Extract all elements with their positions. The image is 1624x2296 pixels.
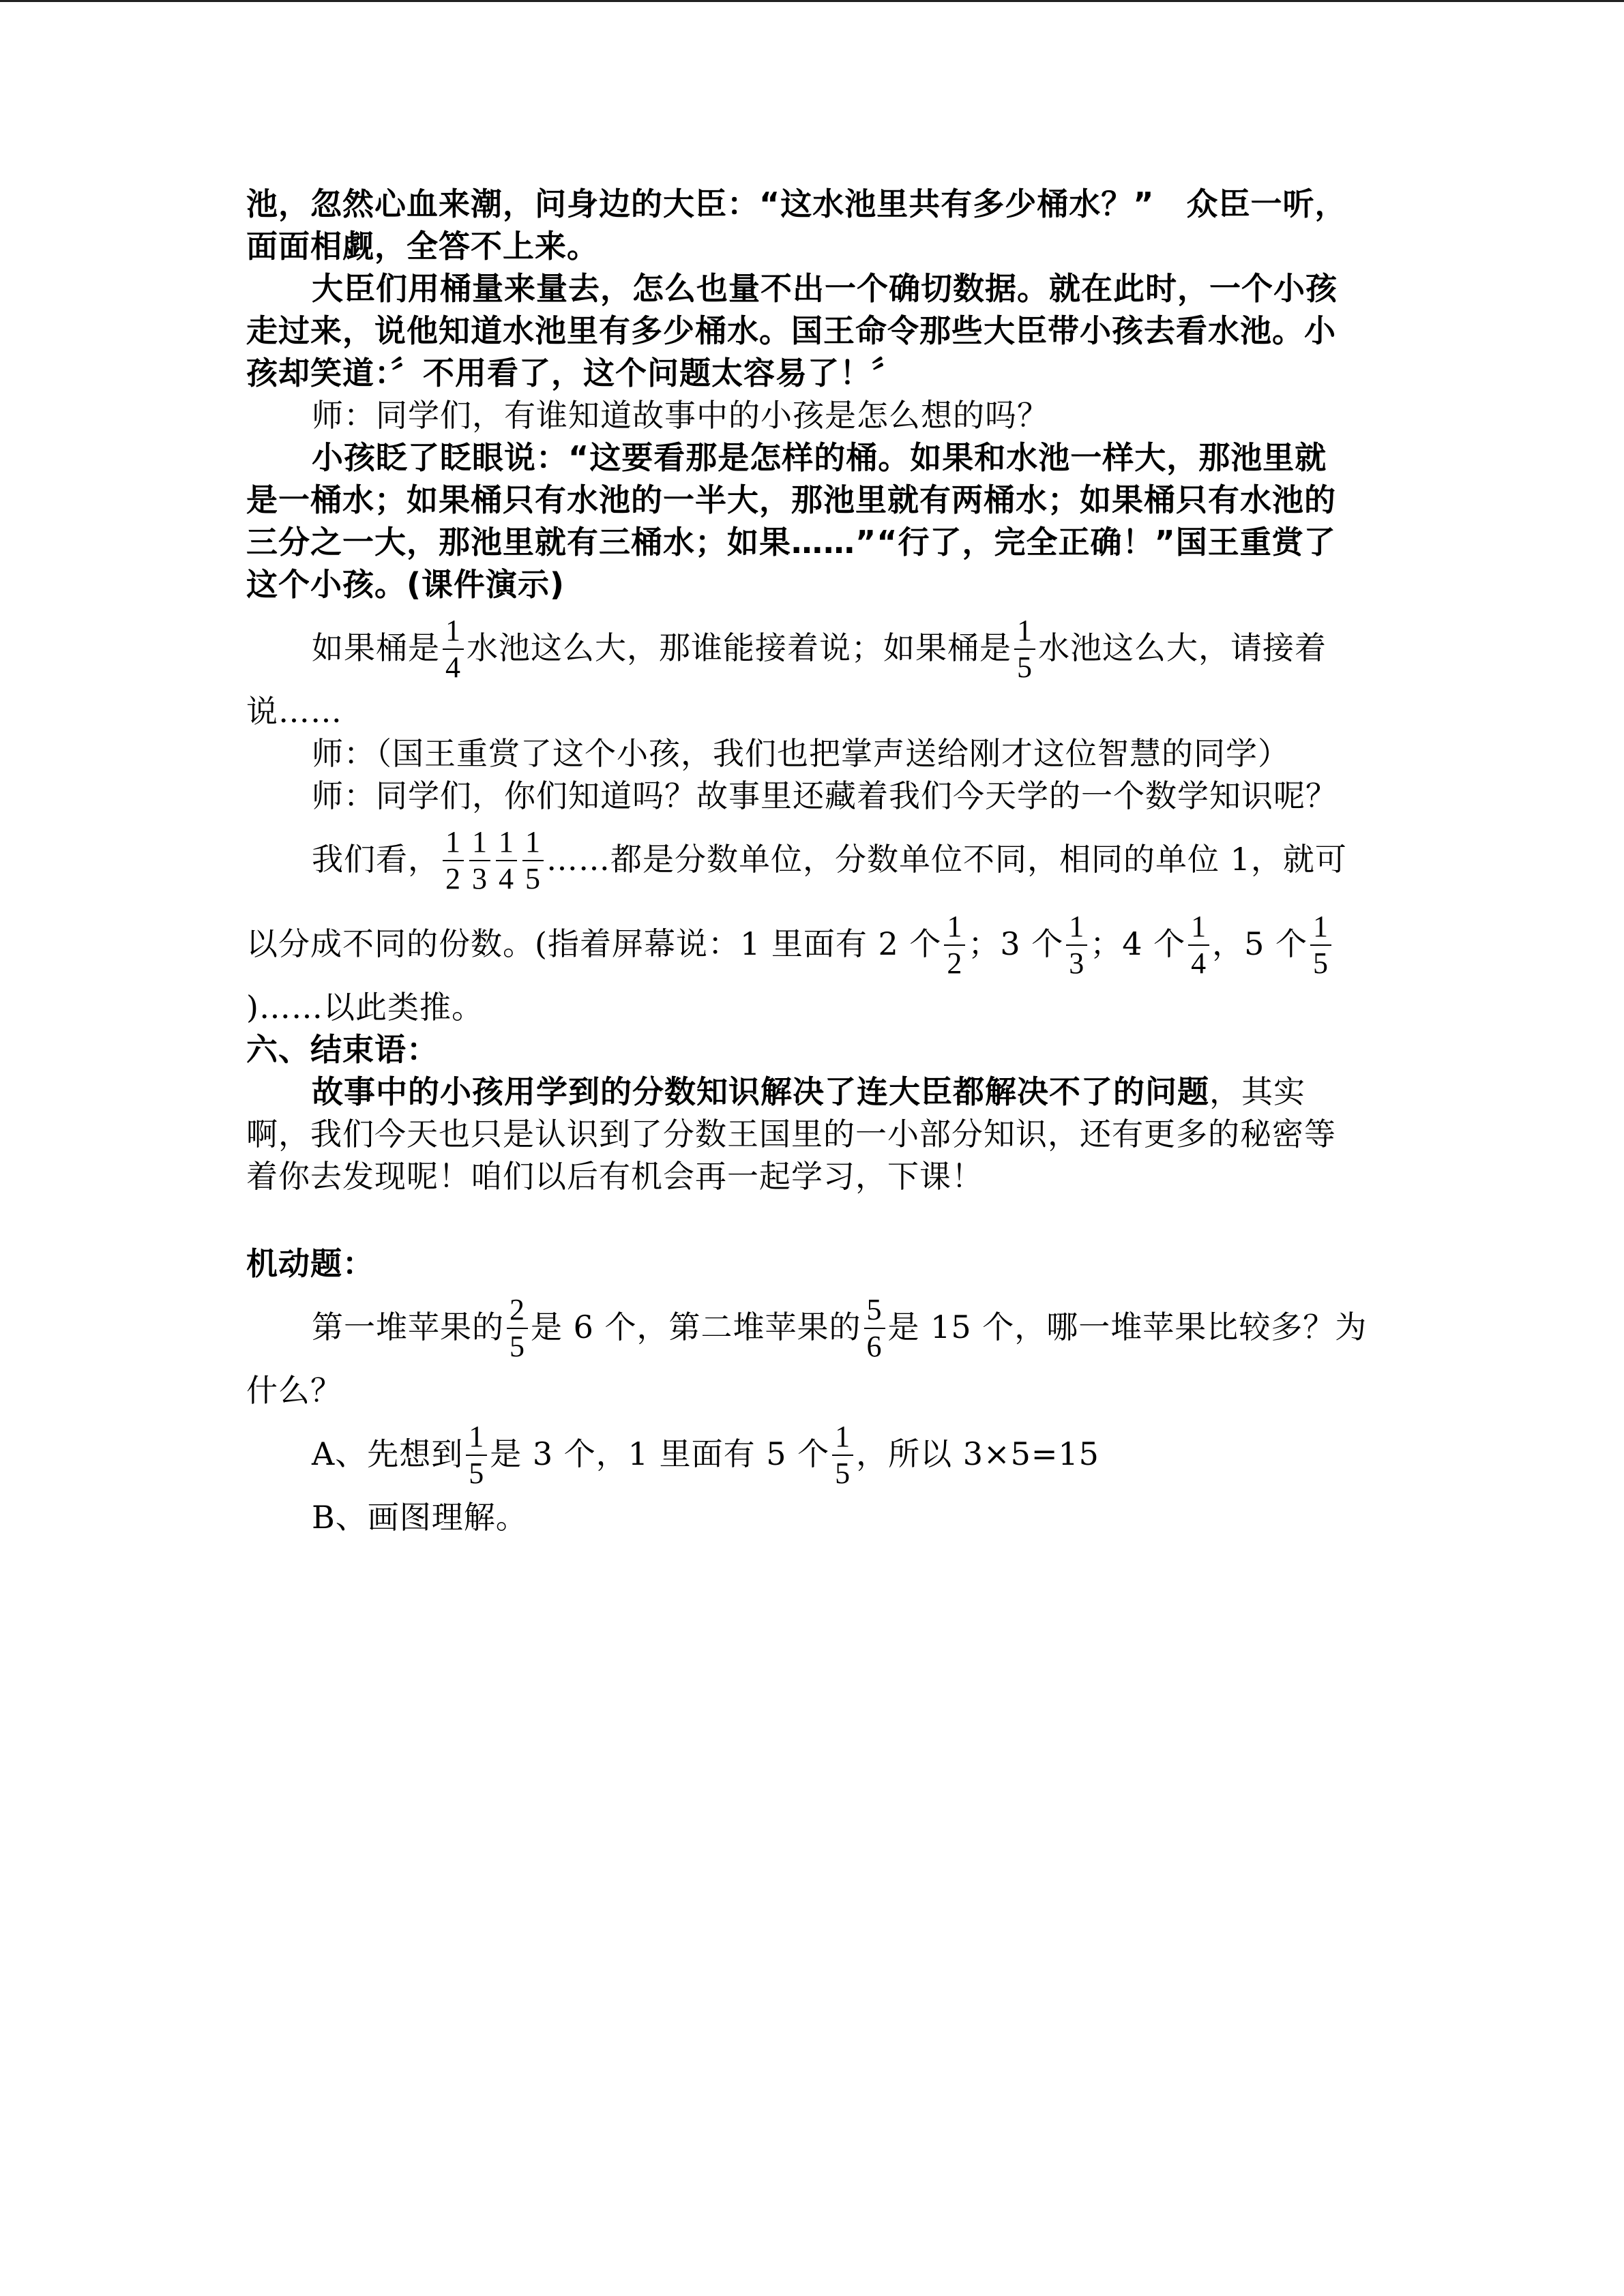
paragraph-line: [246, 1071, 1378, 1113]
fraction-numerator: 2: [507, 1292, 528, 1329]
fraction-denominator: 5: [525, 862, 541, 895]
fraction-denominator: 4: [1191, 946, 1207, 980]
fraction-numerator: 1: [1014, 613, 1035, 650]
fraction-denominator: 5: [510, 1330, 525, 1363]
paragraph-line: 说……: [246, 693, 342, 730]
text-segment: ，所以 3×5=15: [856, 1435, 1099, 1472]
fraction-1-2: [443, 824, 464, 897]
fraction-1-3: [469, 824, 490, 897]
paragraph-line: 是一桶水；如果桶只有水池的一半大，那池里就有两桶水；如果桶只有水池的: [246, 481, 1336, 518]
paragraph-line: )……以此类推。: [246, 989, 484, 1026]
fraction-numerator: 1: [944, 909, 965, 946]
section-heading: 机动题：: [246, 1245, 374, 1282]
bold-segment: 故事中的小孩用学到的分数知识解决了连大臣都解决不了的问题: [312, 1073, 1209, 1110]
fraction-1-4: [1188, 909, 1209, 981]
paragraph-line: 啊，我们今天也只是认识到了分数王国里的一小部分知识，还有更多的秘密等: [246, 1116, 1336, 1152]
teacher-remark: 师：同学们，你们知道吗？故事里还藏着我们今天学的一个数学知识呢？: [312, 777, 1338, 814]
paragraph-line: 大臣们用桶量来量去，怎么也量不出一个确切数据。就在此时，一个小孩: [312, 270, 1338, 307]
document-body: [246, 183, 1378, 1538]
text-segment: 如果桶是: [312, 629, 440, 666]
text-segment: 是 6 个，第二堆苹果的: [531, 1309, 861, 1345]
fraction-1-5: [832, 1419, 853, 1491]
fraction-denominator: 5: [1313, 946, 1329, 980]
paragraph-line: 小孩眨了眨眼说：“这要看那是怎样的桶。如果和水池一样大，那池里就: [312, 439, 1327, 476]
section-heading: 六、结束语：: [246, 1031, 439, 1068]
fraction-denominator: 5: [469, 1457, 485, 1490]
text-segment: 我们看，: [312, 841, 440, 878]
fraction-numerator: 5: [864, 1292, 885, 1329]
fraction-numerator: 1: [1188, 909, 1209, 946]
fraction-numerator: 1: [522, 824, 544, 861]
fraction-numerator: 1: [469, 824, 490, 861]
fraction-paragraph: [246, 606, 1378, 690]
fraction-numerator: 1: [443, 824, 464, 861]
fraction-denominator: 6: [866, 1330, 883, 1363]
answer-a: [246, 1412, 1378, 1496]
fraction-denominator: 2: [445, 862, 461, 895]
fraction-numerator: 1: [443, 613, 464, 650]
top-border: [0, 0, 1624, 2]
fraction-numerator: 1: [496, 824, 517, 861]
fraction-denominator: 4: [499, 862, 514, 895]
fraction-denominator: 2: [947, 946, 963, 980]
fraction-1-5: [1310, 909, 1331, 981]
answer-b: B、画图理解。: [312, 1499, 528, 1536]
paragraph-line: 这个小孩。(课件演示): [246, 566, 565, 603]
paragraph-line: 什么？: [246, 1372, 342, 1409]
fraction-1-5: [1014, 613, 1035, 685]
fraction-1-4: [443, 613, 464, 685]
text-segment: ；3 个: [968, 925, 1064, 962]
paragraph-line: 面面相觑，全答不上来。: [246, 228, 599, 265]
fraction-paragraph: [246, 817, 1378, 901]
teacher-question: 师：同学们，有谁知道故事中的小孩是怎么想的吗？: [312, 397, 1049, 434]
text-segment: 第一堆苹果的: [312, 1309, 504, 1345]
text-segment: ，其实: [1209, 1073, 1305, 1110]
text-segment: 水池这么大，请接着: [1038, 629, 1327, 666]
teacher-remark: 师：（国王重赏了这个小孩，我们也把掌声送给刚才这位智慧的同学）: [312, 735, 1290, 772]
fraction-1-3: [1066, 909, 1087, 981]
text-segment: 是 3 个，1 里面有 5 个: [490, 1435, 830, 1472]
fraction-5-6: [864, 1292, 885, 1365]
text-segment: 是 15 个，哪一堆苹果比较多？为: [887, 1309, 1368, 1345]
spacer: [246, 1197, 1378, 1242]
text-segment: 水池这么大，那谁能接着说；如果桶是: [467, 629, 1012, 666]
fraction-1-5: [522, 824, 544, 897]
fraction-denominator: 3: [1069, 946, 1085, 980]
text-segment: ……都是分数单位，分数单位不同，相同的单位 1，就可: [546, 841, 1347, 878]
fraction-denominator: 5: [1017, 651, 1033, 684]
fraction-denominator: 4: [445, 651, 461, 684]
fraction-denominator: 3: [472, 862, 488, 895]
fraction-numerator: 1: [1310, 909, 1331, 946]
fraction-numerator: 1: [832, 1419, 853, 1456]
paragraph-line: 着你去发现呢！咱们以后有机会再一起学习，下课！: [246, 1158, 984, 1195]
paragraph-line: 走过来，说他知道水池里有多少桶水。国王命令那些大臣带小孩去看水池。小: [246, 312, 1336, 349]
fraction-paragraph: [246, 901, 1378, 986]
question-paragraph: [246, 1285, 1378, 1369]
fraction-numerator: 1: [1066, 909, 1087, 946]
paragraph-line: 孩却笑道：〞不用看了，这个问题太容易了！〞: [246, 355, 904, 391]
fraction-1-2: [944, 909, 965, 981]
text-segment: 以分成不同的份数。(指着屏幕说：1 里面有 2 个: [246, 925, 942, 962]
fraction-1-5: [466, 1419, 487, 1491]
fraction-1-4: [496, 824, 517, 897]
paragraph-line: 三分之一大，那池里就有三桶水；如果……”“行了，完全正确！”国王重赏了: [246, 524, 1336, 561]
text-segment: A、先想到: [312, 1435, 464, 1472]
paragraph-line: 池，忽然心血来潮，问身边的大臣：“这水池里共有多少桶水？” 众臣一听，: [246, 185, 1347, 222]
text-segment: ，5 个: [1212, 925, 1308, 962]
fraction-denominator: 5: [835, 1457, 851, 1490]
fraction-numerator: 1: [466, 1419, 487, 1456]
text-segment: ；4 个: [1090, 925, 1186, 962]
fraction-2-5: [507, 1292, 528, 1365]
